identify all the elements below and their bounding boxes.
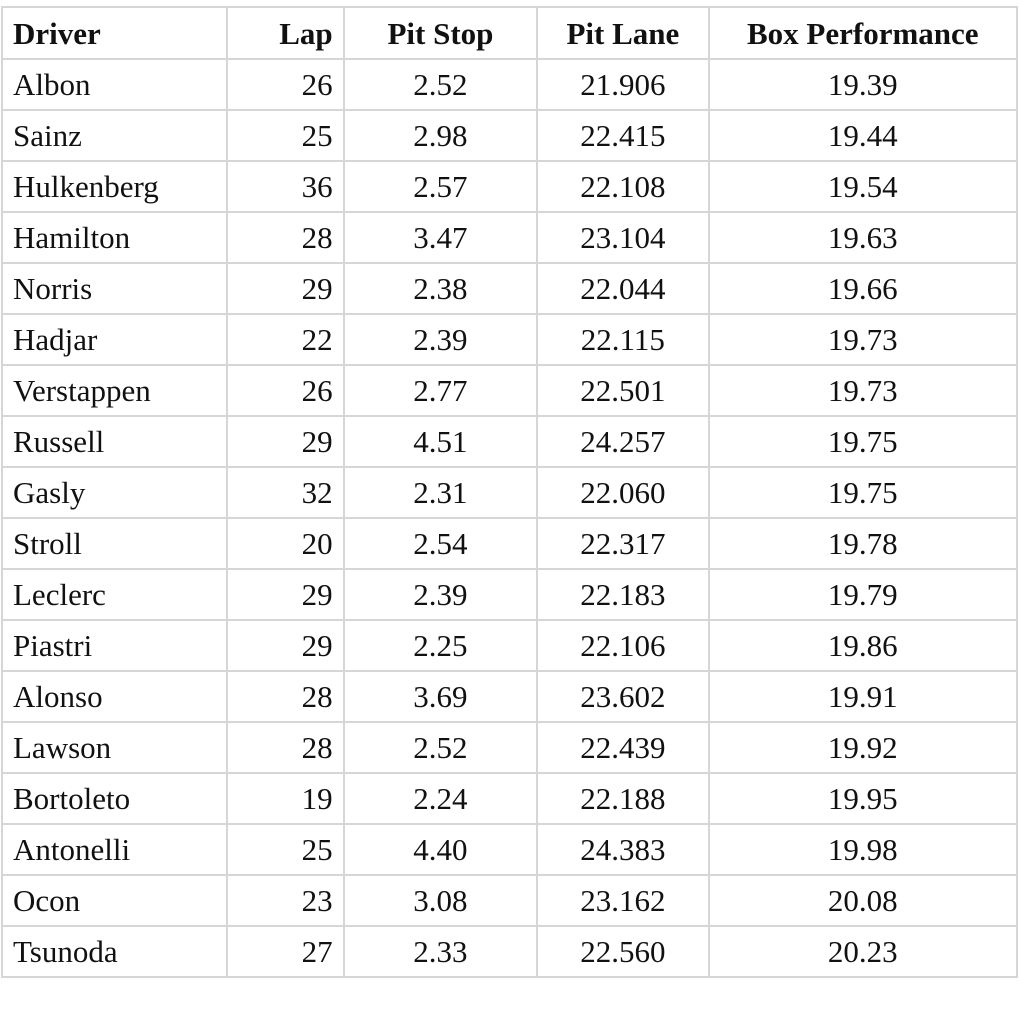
cell-pit-lane: 22.501 — [537, 365, 708, 416]
cell-pit-stop: 3.47 — [344, 212, 538, 263]
cell-pit-lane: 22.108 — [537, 161, 708, 212]
cell-lap: 29 — [227, 569, 344, 620]
cell-lap: 26 — [227, 365, 344, 416]
cell-lap: 29 — [227, 416, 344, 467]
header-box-performance: Box Performance — [709, 7, 1017, 59]
table-row — [2, 569, 1017, 620]
cell-box-performance: 19.73 — [709, 365, 1017, 416]
table-body — [2, 59, 1017, 977]
cell-box-performance: 19.86 — [709, 620, 1017, 671]
cell-lap: 20 — [227, 518, 344, 569]
cell-box-performance: 20.23 — [709, 926, 1017, 977]
table-row — [2, 416, 1017, 467]
pit-stop-table — [1, 6, 1018, 978]
table-row — [2, 467, 1017, 518]
cell-lap: 28 — [227, 671, 344, 722]
cell-lap: 23 — [227, 875, 344, 926]
cell-driver: Ocon — [2, 875, 227, 926]
cell-pit-lane: 22.115 — [537, 314, 708, 365]
table-header — [2, 7, 1017, 59]
cell-pit-stop: 2.39 — [344, 314, 538, 365]
cell-pit-lane: 24.383 — [537, 824, 708, 875]
cell-driver: Sainz — [2, 110, 227, 161]
cell-box-performance: 19.75 — [709, 416, 1017, 467]
cell-lap: 29 — [227, 263, 344, 314]
cell-pit-stop: 4.40 — [344, 824, 538, 875]
cell-box-performance: 19.91 — [709, 671, 1017, 722]
cell-box-performance: 19.63 — [709, 212, 1017, 263]
cell-box-performance: 19.78 — [709, 518, 1017, 569]
cell-box-performance: 19.79 — [709, 569, 1017, 620]
cell-pit-stop: 2.39 — [344, 569, 538, 620]
cell-lap: 26 — [227, 59, 344, 110]
header-row — [2, 7, 1017, 59]
cell-pit-lane: 21.906 — [537, 59, 708, 110]
cell-driver: Norris — [2, 263, 227, 314]
table-row — [2, 518, 1017, 569]
cell-driver: Russell — [2, 416, 227, 467]
table-row — [2, 161, 1017, 212]
cell-pit-stop: 2.38 — [344, 263, 538, 314]
cell-driver: Hamilton — [2, 212, 227, 263]
cell-pit-lane: 22.560 — [537, 926, 708, 977]
cell-pit-lane: 22.183 — [537, 569, 708, 620]
cell-box-performance: 19.44 — [709, 110, 1017, 161]
cell-pit-lane: 23.602 — [537, 671, 708, 722]
cell-pit-lane: 22.106 — [537, 620, 708, 671]
cell-box-performance: 19.75 — [709, 467, 1017, 518]
cell-lap: 29 — [227, 620, 344, 671]
cell-pit-lane: 23.104 — [537, 212, 708, 263]
cell-box-performance: 19.98 — [709, 824, 1017, 875]
cell-pit-stop: 2.98 — [344, 110, 538, 161]
table-row — [2, 365, 1017, 416]
cell-lap: 28 — [227, 212, 344, 263]
cell-driver: Gasly — [2, 467, 227, 518]
cell-lap: 36 — [227, 161, 344, 212]
table-row — [2, 926, 1017, 977]
cell-pit-stop: 4.51 — [344, 416, 538, 467]
cell-driver: Hadjar — [2, 314, 227, 365]
table-row — [2, 314, 1017, 365]
table-row — [2, 671, 1017, 722]
header-pit-lane: Pit Lane — [537, 7, 708, 59]
table-row — [2, 722, 1017, 773]
cell-pit-stop: 3.08 — [344, 875, 538, 926]
cell-pit-lane: 22.439 — [537, 722, 708, 773]
cell-pit-stop: 2.33 — [344, 926, 538, 977]
cell-lap: 32 — [227, 467, 344, 518]
cell-driver: Lawson — [2, 722, 227, 773]
table-row — [2, 59, 1017, 110]
cell-lap: 22 — [227, 314, 344, 365]
cell-pit-lane: 23.162 — [537, 875, 708, 926]
cell-pit-stop: 2.25 — [344, 620, 538, 671]
cell-pit-lane: 22.044 — [537, 263, 708, 314]
cell-driver: Tsunoda — [2, 926, 227, 977]
cell-driver: Hulkenberg — [2, 161, 227, 212]
cell-pit-stop: 2.52 — [344, 59, 538, 110]
cell-pit-lane: 22.415 — [537, 110, 708, 161]
cell-box-performance: 20.08 — [709, 875, 1017, 926]
cell-driver: Bortoleto — [2, 773, 227, 824]
cell-driver: Verstappen — [2, 365, 227, 416]
cell-pit-stop: 2.24 — [344, 773, 538, 824]
cell-lap: 28 — [227, 722, 344, 773]
cell-box-performance: 19.66 — [709, 263, 1017, 314]
table-row — [2, 824, 1017, 875]
cell-driver: Leclerc — [2, 569, 227, 620]
cell-pit-stop: 2.57 — [344, 161, 538, 212]
cell-lap: 19 — [227, 773, 344, 824]
table-row — [2, 773, 1017, 824]
cell-lap: 25 — [227, 824, 344, 875]
cell-lap: 25 — [227, 110, 344, 161]
cell-driver: Stroll — [2, 518, 227, 569]
cell-box-performance: 19.95 — [709, 773, 1017, 824]
header-driver: Driver — [2, 7, 227, 59]
cell-driver: Antonelli — [2, 824, 227, 875]
table-row — [2, 875, 1017, 926]
cell-pit-stop: 2.52 — [344, 722, 538, 773]
header-pit-stop: Pit Stop — [344, 7, 538, 59]
table-row — [2, 263, 1017, 314]
header-lap: Lap — [227, 7, 344, 59]
cell-box-performance: 19.73 — [709, 314, 1017, 365]
table-row — [2, 110, 1017, 161]
table-row — [2, 212, 1017, 263]
cell-pit-lane: 24.257 — [537, 416, 708, 467]
cell-box-performance: 19.92 — [709, 722, 1017, 773]
table-row — [2, 620, 1017, 671]
cell-box-performance: 19.54 — [709, 161, 1017, 212]
cell-driver: Albon — [2, 59, 227, 110]
cell-pit-stop: 2.31 — [344, 467, 538, 518]
cell-pit-lane: 22.317 — [537, 518, 708, 569]
cell-pit-lane: 22.060 — [537, 467, 708, 518]
cell-box-performance: 19.39 — [709, 59, 1017, 110]
cell-lap: 27 — [227, 926, 344, 977]
cell-pit-lane: 22.188 — [537, 773, 708, 824]
cell-driver: Alonso — [2, 671, 227, 722]
cell-pit-stop: 2.77 — [344, 365, 538, 416]
cell-driver: Piastri — [2, 620, 227, 671]
cell-pit-stop: 3.69 — [344, 671, 538, 722]
cell-pit-stop: 2.54 — [344, 518, 538, 569]
